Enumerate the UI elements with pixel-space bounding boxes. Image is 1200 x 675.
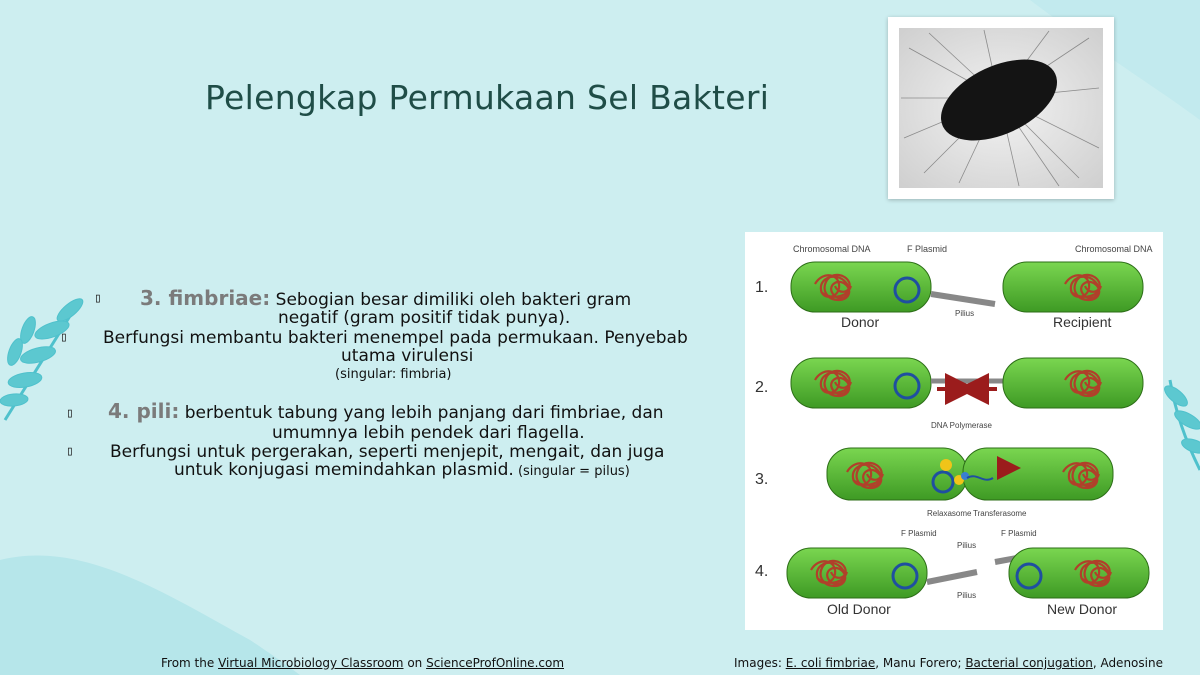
fimbriae-line-3: Berfungsi membantu bakteri menempel pada permukaan. Penyebab [103, 328, 688, 348]
bullet-1: ▯ [94, 291, 102, 306]
fimbriae-colon: : [262, 286, 271, 310]
fimbriae-line-2: negatif (gram positif tidak punya). [278, 308, 571, 328]
f-plasmid-label-left: F Plasmid [901, 529, 937, 538]
donor-cell-2 [791, 358, 931, 408]
new-donor-cell [1009, 548, 1149, 598]
pili-heading: 4. pili [108, 399, 172, 423]
pilius-label-1: Pilius [955, 309, 975, 318]
donor-label: Donor [841, 314, 880, 330]
fimbriae-line-1 [140, 288, 631, 310]
recipient-cell-2 [1003, 358, 1143, 408]
pili-line-1 [108, 401, 664, 423]
step-3-label: 3. [755, 471, 769, 488]
pili-text-1: berbentuk tabung yang lebih panjang dari fimbriae, dan [179, 403, 664, 423]
relaxasome-label: Relaxasome [927, 509, 972, 518]
step-2-label: 2. [755, 379, 769, 396]
transferasome-blob [961, 472, 969, 480]
recipient-cell-3 [963, 448, 1113, 500]
scienceprofonline-link[interactable]: ScienceProfOnline.com [426, 656, 565, 670]
pilus-old-donor [927, 572, 977, 582]
footer-credits-suffix: , Adenosine [1092, 656, 1163, 670]
footer-source [161, 656, 564, 670]
transferasome-label: Transferasome [973, 509, 1027, 518]
ecoli-fimbriae-link[interactable]: E. coli fimbriae [785, 656, 876, 670]
pili-text-4: untuk konjugasi memindahkan plasmid. [174, 460, 514, 480]
pilus-1 [931, 294, 995, 304]
old-donor-label: Old Donor [827, 601, 891, 617]
virtual-microbiology-link[interactable]: Virtual Microbiology Classroom [218, 656, 404, 670]
pilius-label-3: Pilius [957, 591, 977, 600]
bullet-4: ▯ [66, 444, 74, 459]
chromosomal-dna-label-right: Chromosomal DNA [1075, 244, 1153, 254]
dna-polymerase-label: DNA Polymerase [931, 421, 992, 430]
pili-line-4 [174, 462, 630, 480]
page-title: Pelengkap Permukaan Sel Bakteri [205, 78, 770, 117]
pili-line-2: umumnya lebih pendek dari flagella. [272, 423, 585, 443]
new-donor-label: New Donor [1047, 601, 1118, 617]
footer-credits-prefix: Images: [734, 656, 786, 670]
recipient-label: Recipient [1053, 314, 1112, 330]
f-plasmid-label-right: F Plasmid [1001, 529, 1037, 538]
fimbriae-text-1: Sebogian besar dimiliki oleh bakteri gram [270, 290, 632, 310]
bullet-3: ▯ [66, 406, 74, 421]
bacterial-conjugation-link[interactable]: Bacterial conjugation [965, 656, 1093, 670]
chromosomal-dna-label-left: Chromosomal DNA [793, 244, 871, 254]
pili-singular: (singular = pilus) [513, 464, 630, 479]
f-plasmid-label-top: F Plasmid [907, 244, 948, 254]
footer-image-credits [734, 656, 1163, 670]
footer-source-prefix: From the [161, 656, 219, 670]
donor-cell-1 [791, 262, 931, 312]
bullet-2: ▯ [60, 330, 68, 345]
pili-colon: : [171, 399, 180, 423]
step-1-label: 1. [755, 279, 769, 296]
pili-line-3: Berfungsi untuk pergerakan, seperti menjepit, mengait, dan juga [110, 442, 665, 462]
right-leaf-branch-icon [1161, 380, 1200, 470]
pilius-label-2: Pilius [957, 541, 977, 550]
dna-polymerase-blob [940, 459, 952, 471]
recipient-cell-1 [1003, 262, 1143, 312]
bacterial-conjugation-diagram [745, 232, 1163, 630]
footer-source-mid: on [403, 656, 427, 670]
ecoli-fimbriae-photo [888, 17, 1114, 199]
left-leaf-branch-icon [0, 295, 86, 420]
footer-credits-mid: , Manu Forero; [875, 656, 966, 670]
fimbriae-heading: 3. fimbriae [140, 286, 263, 310]
step-4-label: 4. [755, 563, 769, 580]
fimbriae-singular: (singular: fimbria) [335, 367, 452, 382]
old-donor-cell [787, 548, 927, 598]
fimbriae-line-4: utama virulensi [341, 346, 474, 366]
